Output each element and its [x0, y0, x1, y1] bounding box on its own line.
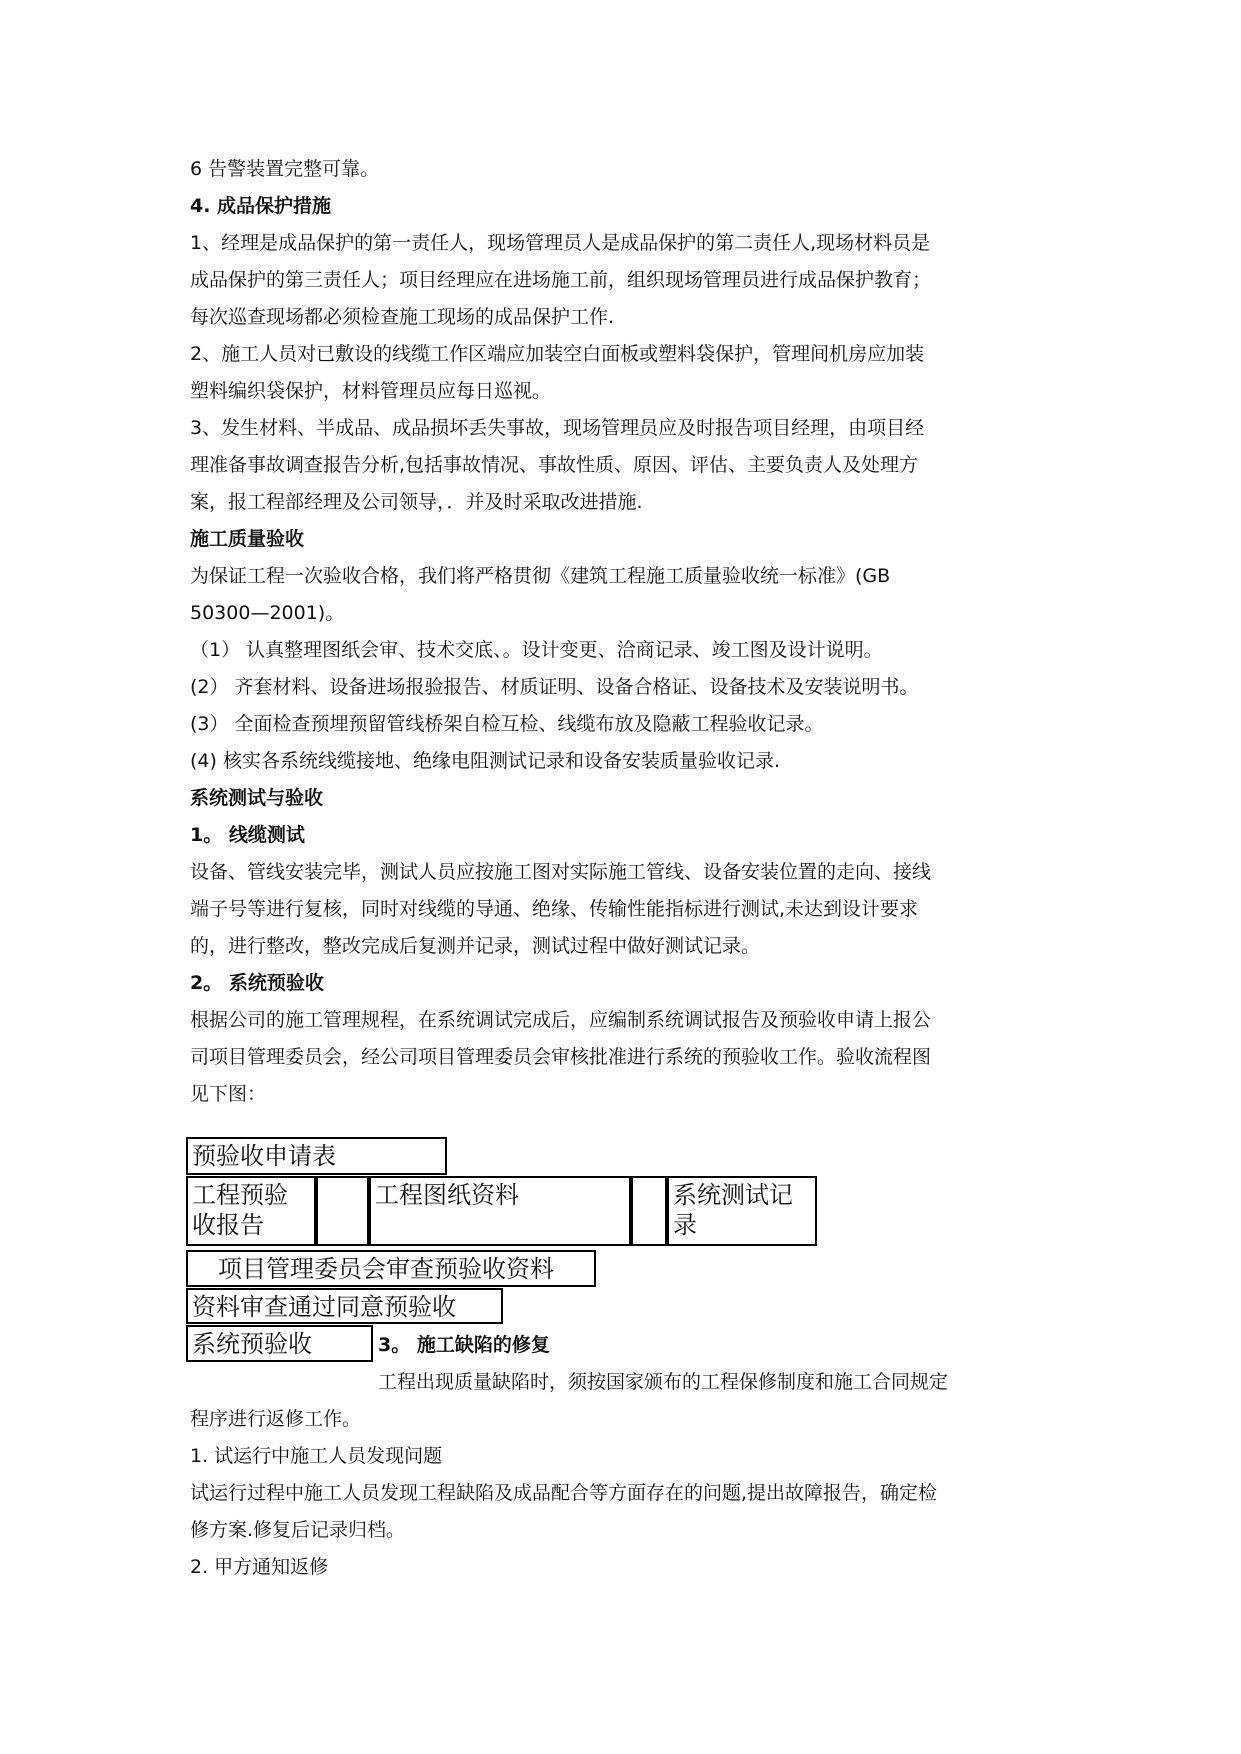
- flow-box-pre-acceptance: 系统预验收: [186, 1325, 373, 1362]
- text-line: 6 告警装置完整可靠。: [190, 158, 380, 180]
- text-line: 设备、管线安装完毕，测试人员应按施工图对实际施工管线、设备安装位置的走向、接线: [190, 861, 932, 883]
- section-heading: 4. 成品保护措施: [190, 195, 332, 217]
- list-item: (2） 齐套材料、设备进场报验报告、材质证明、设备合格证、设备技术及安装说明书。: [190, 676, 919, 698]
- text-line: 3、发生材料、半成品、成品损坏丢失事故，现场管理员应及时报告项目经理，由项目经: [190, 417, 925, 439]
- text-line: 1、经理是成品保护的第一责任人，现场管理员人是成品保护的第二责任人,现场材料员是: [190, 232, 931, 254]
- text-line: 成品保护的第三责任人；项目经理应在进场施工前，组织现场管理员进行成品保护教育；: [190, 269, 932, 291]
- text-line: 2、施工人员对已敷设的线缆工作区端应加装空白面板或塑料袋保护，管理间机房应加装: [190, 343, 925, 365]
- subsection-heading: 2。 系统预验收: [190, 972, 324, 994]
- text-line: 每次巡查现场都必须检查施工现场的成品保护工作.: [190, 306, 615, 328]
- text-line: 端子号等进行复核，同时对线缆的导通、绝缘、传输性能指标进行测试,未达到设计要求: [190, 898, 919, 920]
- flow-box-approval: 资料审查通过同意预验收: [186, 1288, 503, 1324]
- text-line: 工程出现质量缺陷时，须按国家颁布的工程保修制度和施工合同规定: [378, 1371, 949, 1393]
- text-line: 根据公司的施工管理规程，在系统调试完成后，应编制系统调试报告及预验收申请上报公: [190, 1009, 932, 1031]
- text-line: 修方案.修复后记录归档。: [190, 1519, 406, 1541]
- text-line: 的，进行整改，整改完成后复测并记录，测试过程中做好测试记录。: [190, 935, 761, 957]
- text-line: 程序进行返修工作。: [190, 1408, 362, 1430]
- text-line: 司项目管理委员会，经公司项目管理委员会审核批准进行系统的预验收工作。验收流程图: [190, 1046, 932, 1068]
- flow-box-empty: [316, 1176, 369, 1246]
- flow-box-report: 工程预验收报告: [186, 1176, 316, 1246]
- list-item: （1） 认真整理图纸会审、技术交底、。设计变更、洽商记录、竣工图及设计说明。: [190, 639, 883, 661]
- text-line: 塑料编织袋保护，材料管理员应每日巡视。: [190, 380, 552, 402]
- text-line: 理准备事故调查报告分析,包括事故情况、事故性质、原因、评估、主要负责人及处理方: [190, 454, 919, 476]
- flow-box-drawings: 工程图纸资料: [369, 1176, 631, 1246]
- flow-box-review: 项目管理委员会审查预验收资料: [186, 1250, 596, 1287]
- text-line: 案，报工程部经理及公司领导，．并及时采取改进措施.: [190, 491, 643, 513]
- text-line: 50300—2001)。: [190, 602, 345, 624]
- text-line: 试运行过程中施工人员发现工程缺陷及成品配合等方面存在的问题,提出故障报告，确定检: [190, 1482, 938, 1504]
- flow-box-application: 预验收申请表: [186, 1137, 447, 1175]
- text-line: 见下图：: [190, 1083, 267, 1105]
- section-heading: 系统测试与验收: [190, 787, 324, 809]
- list-item: (4) 核实各系统线缆接地、绝缘电阻测试记录和设备安装质量验收记录.: [190, 750, 780, 772]
- text-line: 为保证工程一次验收合格，我们将严格贯彻《建筑工程施工质量验收统一标准》(GB: [190, 565, 891, 587]
- flow-box-test-records: 系统测试记录: [667, 1176, 817, 1246]
- subsection-heading: 1。 线缆测试: [190, 824, 305, 846]
- subsection-heading: 3。 施工缺陷的修复: [378, 1334, 550, 1356]
- flow-box-empty: [631, 1176, 667, 1246]
- section-heading: 施工质量验收: [190, 528, 305, 550]
- list-item: 1. 试运行中施工人员发现问题: [190, 1445, 443, 1467]
- list-item: (3） 全面检查预埋预留管线桥架自检互检、线缆布放及隐蔽工程验收记录。: [190, 713, 824, 735]
- list-item: 2. 甲方通知返修: [190, 1556, 329, 1578]
